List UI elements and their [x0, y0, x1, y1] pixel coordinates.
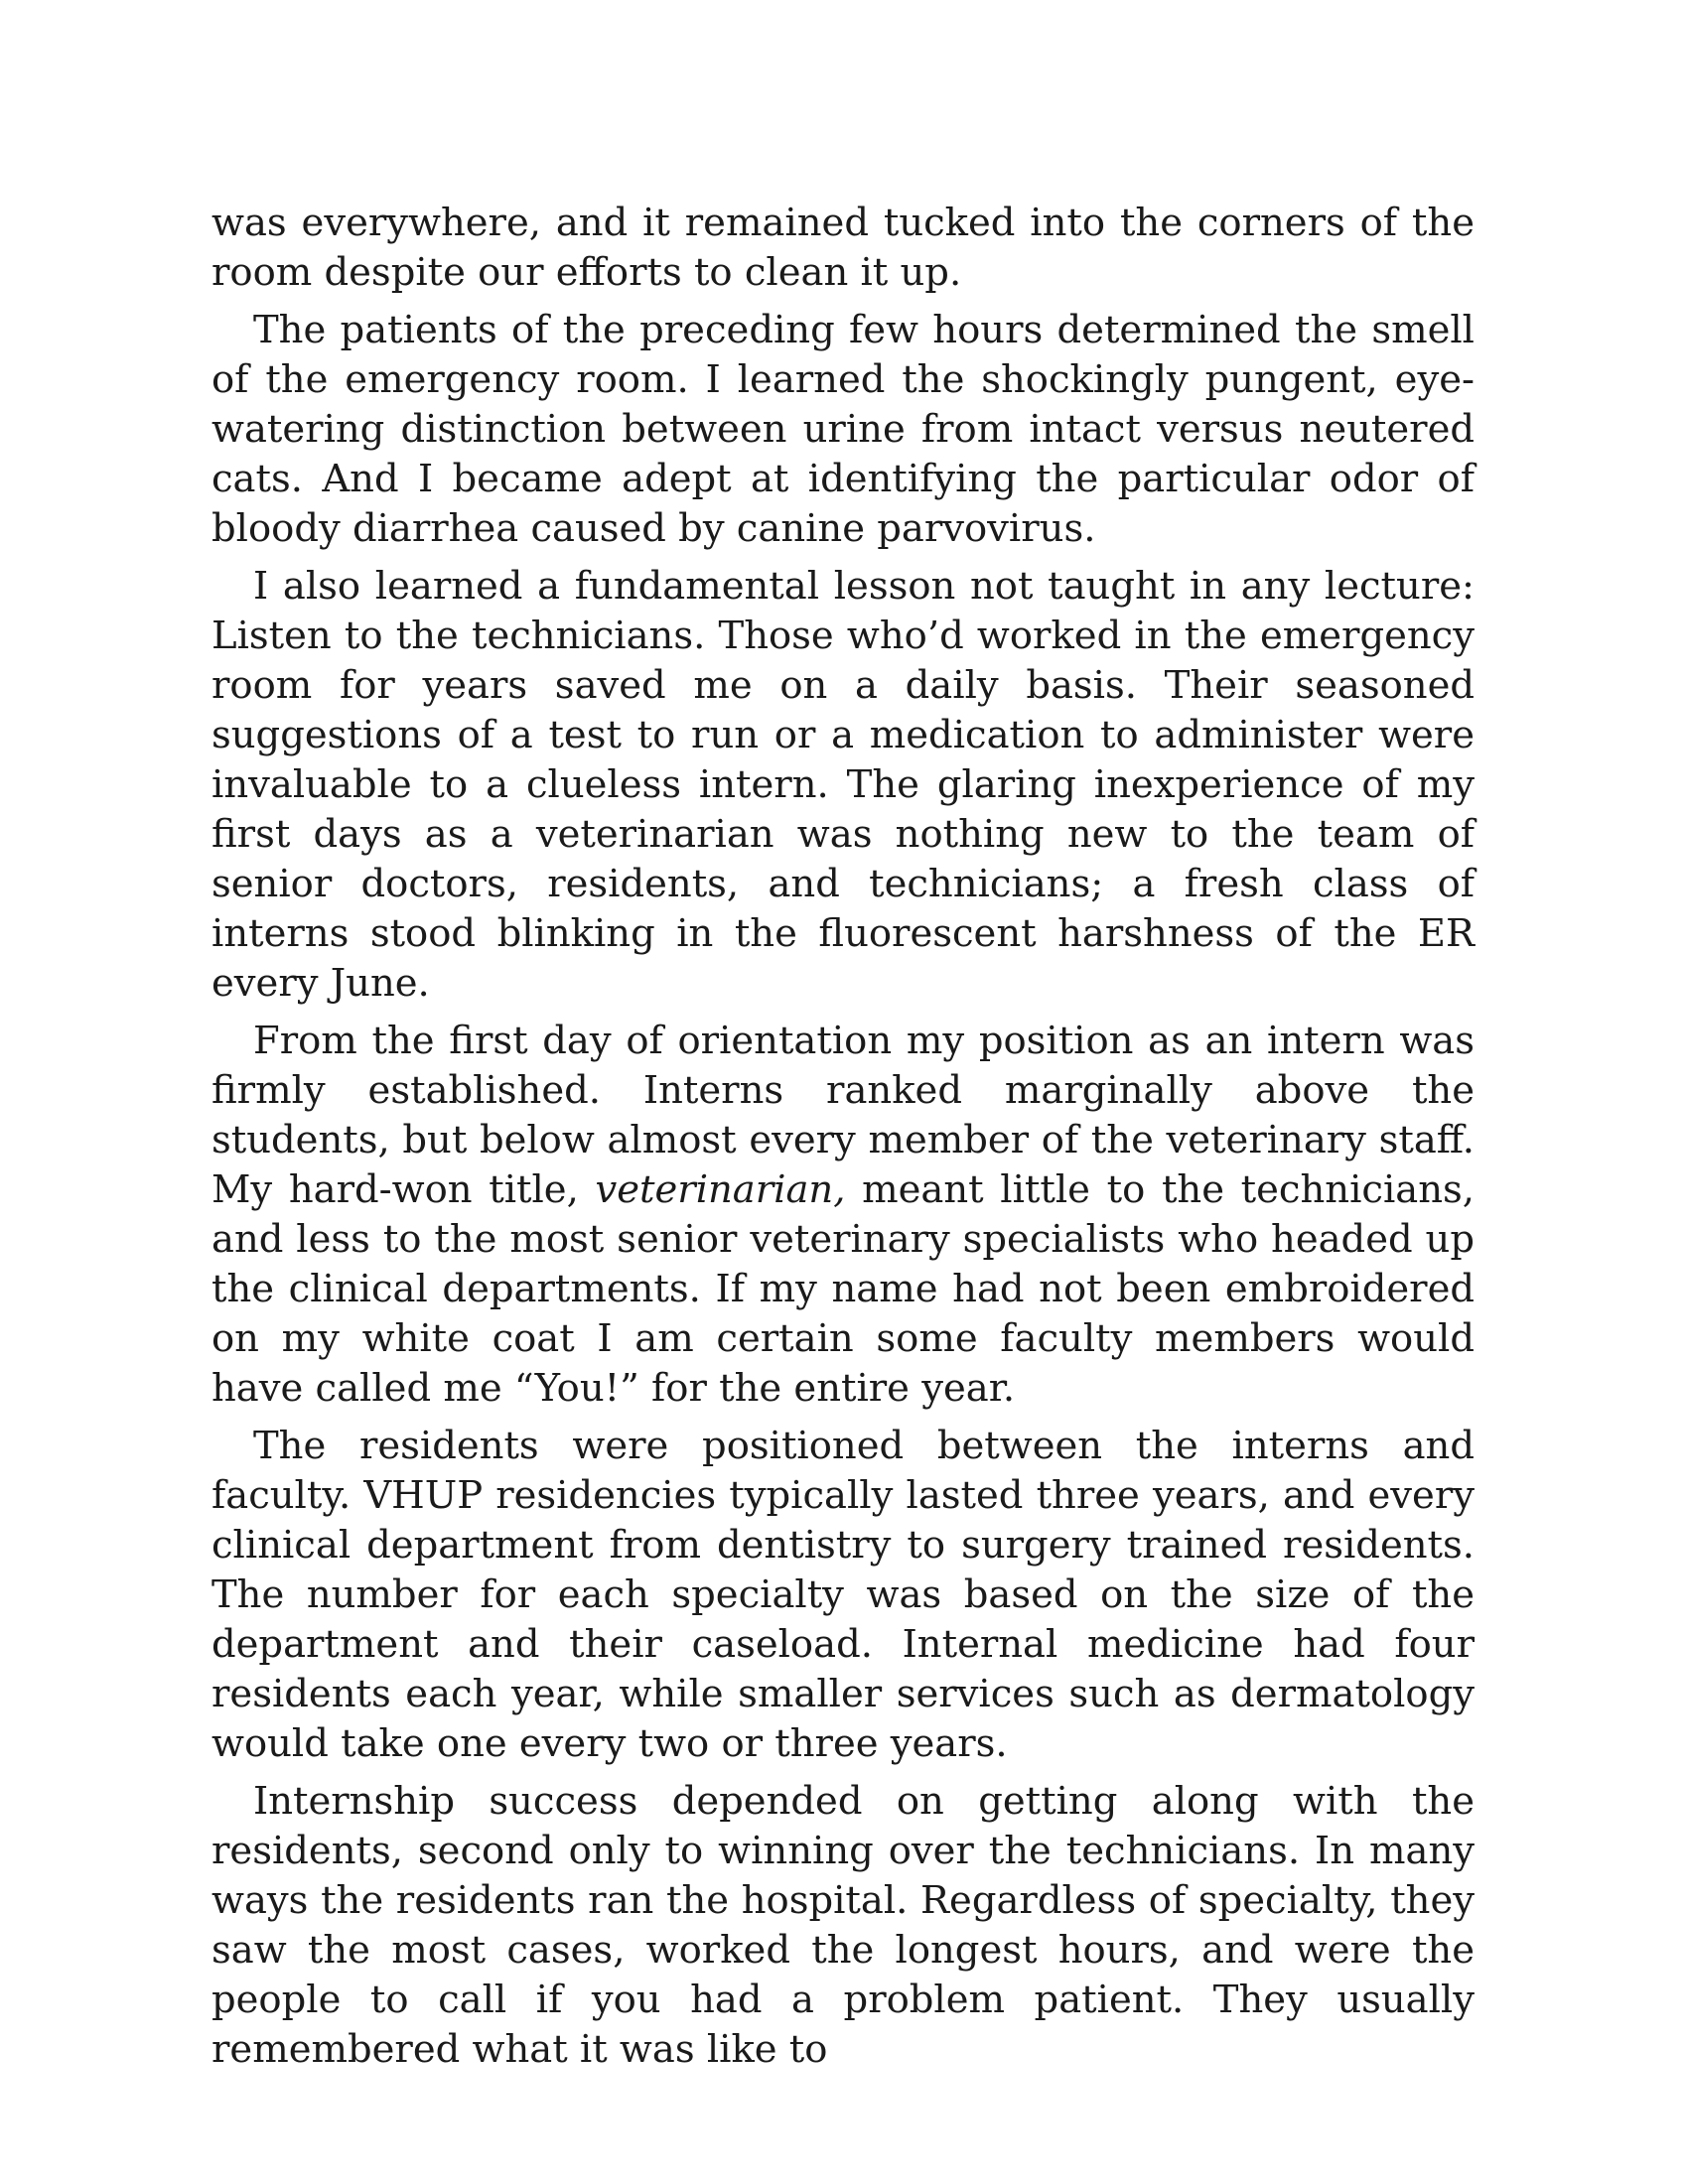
paragraph-technicians: I also learned a fundamental lesson not taught in any lecture: Listen to the technicians. Those who’d worked in the emergency room for years saved me on a daily basis. Their seasoned suggestions of a test to run or a medication to administer were invaluable to a clueless intern. The glaring inexperience of my first days as a veterinarian was nothing new to the team of senior doctors, residents, and technicians; a fresh class of interns stood blinking in the fluorescent harshness of the ER every June. — [211, 564, 1475, 1006]
paragraph-smell: The patients of the preceding few hours determined the smell of the emergency room. I learned the shockingly pungent, eye-watering distinction between urine from intact versus neutered cats. And I became adept at identifying the particular odor of bloody diarrhea caused by canine parvovirus. — [211, 308, 1475, 551]
paragraph-intern-position — [211, 1017, 1475, 1414]
paragraph-text: meant little to the technicians, and less to the most senior veterinary specialists who headed up the clinical departments. If my name had not been embroidered on my white coat I am certain some faculty members would have called me “You!” for the entire year. — [211, 1167, 1476, 1411]
paragraph-continued: was everywhere, and it remained tucked into the corners of the room despite our efforts to clean it up. — [211, 201, 1475, 295]
paragraph-internship-success: Internship success depended on getting along with the residents, second only to winning over the technicians. In many ways the residents ran the hospital. Regardless of specialty, they saw the most cases, worked the longest hours, and were the people to call if you had a problem patient. They usually remembered what it was like to — [211, 1779, 1475, 2072]
paragraph-text: From the first day of orientation my position as an intern was firmly established. Interns ranked marginally above the students, but below almost every member of the veterinary staff. My hard-won title, — [211, 1019, 1475, 1212]
paragraph-residents: The residents were positioned between the interns and faculty. VHUP residencies typically lasted three years, and every clinical department from dentistry to surgery trained residents. The number for each specialty was based on the size of the department and their caseload. Internal medicine had four residents each year, while smaller services such as dermatology would take one every two or three years. — [211, 1424, 1475, 1766]
book-page — [211, 199, 1475, 2075]
emphasized-word: veterinarian, — [595, 1167, 846, 1212]
